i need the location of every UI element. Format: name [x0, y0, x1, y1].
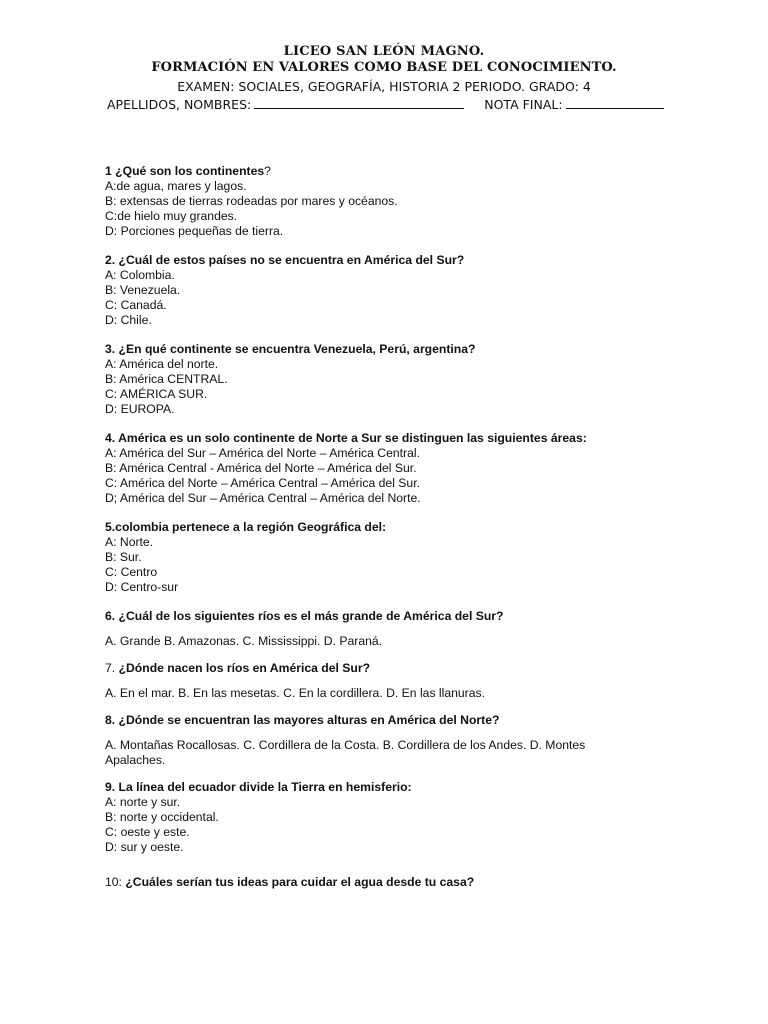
school-motto: FORMACIÓN EN VALORES COMO BASE DEL CONOCIMIENTO.: [151, 60, 617, 75]
option: A: norte y sur.: [105, 795, 181, 809]
question-title: 1 ¿Qué son los continentes?: [105, 164, 271, 178]
option: A: América del norte.: [105, 357, 219, 371]
exam-header: [0, 44, 768, 96]
option: B: Sur.: [105, 550, 142, 564]
question-title: 6. ¿Cuál de los siguientes ríos es el más grande de América del Sur?: [105, 609, 504, 623]
question-title: ¿Cuáles serían tus ideas para cuidar el agua desde tu casa?: [125, 875, 475, 889]
question-title: 3. ¿En qué continente se encuentra Venezuela, Perú, argentina?: [105, 342, 476, 356]
option: A: Norte.: [105, 535, 154, 549]
option: C: oeste y este.: [105, 825, 190, 839]
questions-list: [105, 164, 625, 890]
option: B: América CENTRAL.: [105, 372, 228, 386]
student-info-line: [107, 97, 664, 112]
option: A: Colombia.: [105, 268, 175, 282]
option: D: sur y oeste.: [105, 840, 184, 854]
question-9: [105, 780, 625, 855]
option: D: Chile.: [105, 313, 152, 327]
exam-info: EXAMEN: SOCIALES, GEOGRAFÍA, HISTORIA 2 PERIODO. GRADO: 4: [177, 79, 591, 94]
question-number: 10:: [105, 875, 126, 889]
question-2: [105, 253, 625, 328]
option: A: América del Sur – América del Norte – América Central.: [105, 446, 420, 460]
grade-label: NOTA FINAL:: [484, 97, 563, 112]
option: B: extensas de tierras rodeadas por mares y océanos.: [105, 194, 398, 208]
question-title: ¿Dónde nacen los ríos en América del Sur?: [118, 661, 371, 675]
question-3: [105, 342, 625, 417]
option: D: EUROPA.: [105, 402, 175, 416]
question-8: [105, 713, 625, 768]
names-blank: [254, 97, 464, 109]
question-4: [105, 431, 625, 506]
school-name: LICEO SAN LEÓN MAGNO.: [283, 44, 485, 59]
inline-options: A. Grande B. Amazonas. C. Mississippi. D. Paraná.: [105, 634, 383, 648]
question-title: 8. ¿Dónde se encuentran las mayores alturas en América del Norte?: [105, 713, 500, 727]
option: B: norte y occidental.: [105, 810, 219, 824]
inline-options: A. Montañas Rocallosas. C. Cordillera de la Costa. B. Cordillera de los Andes. D. Montes Apalaches.: [105, 738, 586, 767]
option: B: América Central - América del Norte – América del Sur.: [105, 461, 417, 475]
inline-options: A. En el mar. B. En las mesetas. C. En la cordillera. D. En las llanuras.: [105, 686, 486, 700]
option: A:de agua, mares y lagos.: [105, 179, 247, 193]
option: C: AMÉRICA SUR.: [105, 387, 208, 401]
question-title: 5.colombia pertenece a la región Geográfica del:: [105, 520, 387, 534]
option: B: Venezuela.: [105, 283, 181, 297]
names-label: APELLIDOS, NOMBRES:: [107, 97, 252, 112]
question-title: 9. La línea del ecuador divide la Tierra en hemisferio:: [105, 780, 412, 794]
grade-blank: [566, 97, 664, 109]
question-title: 2. ¿Cuál de estos países no se encuentra en América del Sur?: [105, 253, 465, 267]
question-7: [105, 661, 625, 701]
option: D; América del Sur – América Central – América del Norte.: [105, 491, 421, 505]
question-5: [105, 520, 625, 595]
question-6: [105, 609, 625, 649]
option: C: Canadá.: [105, 298, 167, 312]
option: C: Centro: [105, 565, 158, 579]
option: D: Centro-sur: [105, 580, 179, 594]
question-1: [105, 164, 625, 239]
question-10: [105, 875, 625, 890]
option: C: América del Norte – América Central – América del Sur.: [105, 476, 420, 490]
question-number: 7.: [105, 661, 119, 675]
question-title: 4. América es un solo continente de Norte a Sur se distinguen las siguientes áreas:: [105, 431, 587, 445]
option: D: Porciones pequeñas de tierra.: [105, 224, 284, 238]
option: C:de hielo muy grandes.: [105, 209, 238, 223]
